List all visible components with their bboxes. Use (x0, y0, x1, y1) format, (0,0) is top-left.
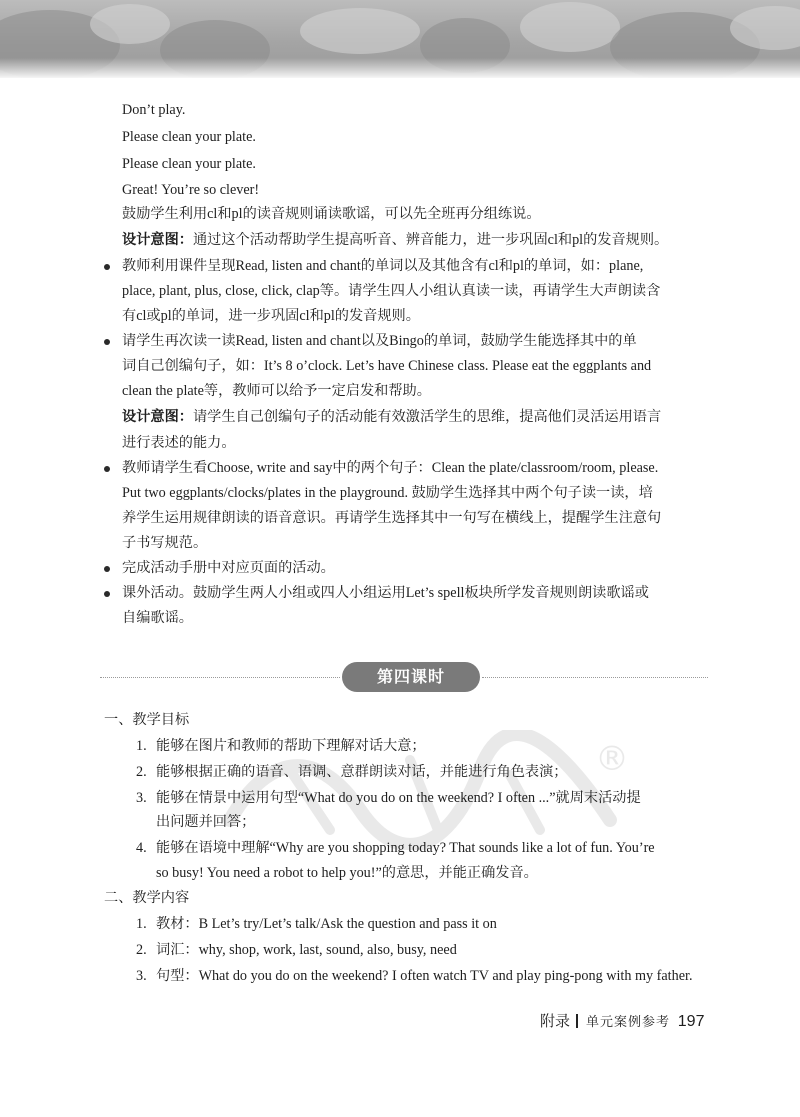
divider-left (100, 677, 340, 678)
design-intent-1 (122, 231, 668, 249)
objective-text: 能够在语境中理解“Why are you shopping today? That sounds like a lot of fun. You’re (156, 840, 655, 856)
design-intent-label: 设计意图： (122, 409, 193, 425)
section-heading: 一、教学目标 (104, 712, 190, 728)
objective-text: so busy! You need a robot to help you!”的意思，并能正确发音。 (156, 865, 538, 881)
footer-section: 单元案例参考 (586, 1015, 671, 1030)
footer-appendix: 附录 (540, 1014, 571, 1030)
bullet-dot (104, 591, 110, 597)
content-text: 句型：What do you do on the weekend? I often watch TV and play ping-pong with my father. (156, 968, 693, 984)
bullet-1-line: place, plant, plus, close, click, clap等。请学生四人小组认真读一读，再请学生大声朗读含 (122, 283, 661, 299)
bullet-1-line: 教师利用课件呈现Read, listen and chant的单词以及其他含有cl和pl的单词，如：plane, (122, 258, 644, 274)
bullet-2-line: clean the plate等，教师可以给予一定启发和帮助。 (122, 383, 431, 399)
objective-number: 3. (136, 790, 147, 806)
bullet-1-line: 有cl或pl的单词，进一步巩固cl和pl的发音规则。 (122, 308, 420, 324)
objective-number: 4. (136, 840, 147, 856)
objective-number: 2. (136, 764, 147, 780)
bullet-3-line: 养学生运用规律朗读的语音意识。再请学生选择其中一句写在横线上，提醒学生注意句 (122, 510, 662, 526)
lesson-title-badge: 第四课时 (342, 662, 480, 692)
bullet-dot (104, 566, 110, 572)
page-number: 197 (677, 1013, 705, 1030)
bullet-5-line: 课外活动。鼓励学生两人小组或四人小组运用Let’s spell板块所学发音规则朗读歌谣或 (122, 585, 649, 601)
bullet-3-line: Put two eggplants/clocks/plates in the playground. 鼓励学生选择其中两个句子读一读，培 (122, 485, 653, 501)
bullet-dot (104, 466, 110, 472)
chant-line: Great! You’re so clever! (122, 182, 260, 198)
bullet-5-line: 自编歌谣。 (122, 610, 193, 626)
objective-text: 能够根据正确的语音、语调、意群朗读对话，并能进行角色表演； (156, 764, 568, 780)
content-text: 教材：B Let’s try/Let’s talk/Ask the question and pass it on (156, 916, 497, 932)
header-fade (0, 58, 800, 80)
content-number: 3. (136, 968, 147, 984)
bullet-dot (104, 339, 110, 345)
bullet-4-line: 完成活动手册中对应页面的活动。 (122, 560, 335, 576)
objective-number: 1. (136, 738, 147, 754)
registered-mark: ® (595, 739, 629, 779)
objective-text: 出问题并回答； (156, 814, 256, 830)
objective-text: 能够在图片和教师的帮助下理解对话大意； (156, 738, 426, 754)
design-intent-text: 请学生自己创编句子的活动能有效激活学生的思维，提高他们灵活运用语言 (192, 409, 662, 425)
content-text: 词汇：why, shop, work, last, sound, also, busy, need (156, 942, 457, 958)
chant-line: Please clean your plate. (122, 129, 256, 145)
chant-line: Don’t play. (122, 102, 186, 118)
design-intent-2 (122, 408, 661, 426)
objective-text: 能够在情景中运用句型“What do you do on the weekend? I often ...”就周末活动提 (156, 790, 641, 806)
bullet-3-line: 子书写规范。 (122, 535, 208, 551)
encourage-line: 鼓励学生利用cl和pl的读音规则诵读歌谣，可以先全班再分组练说。 (122, 206, 541, 222)
footer-separator (576, 1014, 578, 1028)
bullet-dot (104, 264, 110, 270)
content-number: 1. (136, 916, 147, 932)
bullet-3-line: 教师请学生看Choose, write and say中的两个句子：Clean the plate/classroom/room, please. (122, 460, 659, 476)
content-number: 2. (136, 942, 147, 958)
chant-line: Please clean your plate. (122, 156, 256, 172)
bullet-2-line: 词自己创编句子，如：It’s 8 o’clock. Let’s have Chinese class. Please eat the eggplants and (122, 358, 652, 374)
design-intent-label: 设计意图： (122, 232, 193, 248)
divider-right (482, 677, 708, 678)
bullet-2-line: 请学生再次读一读Read, listen and chant以及Bingo的单词，鼓励学生能选择其中的单 (122, 333, 637, 349)
design-intent-text: 通过这个活动帮助学生提高听音、辨音能力，进一步巩固cl和pl的发音规则。 (192, 232, 669, 248)
section-heading: 二、教学内容 (104, 890, 190, 906)
page-footer (540, 1010, 704, 1031)
design-intent-2-cont: 进行表述的能力。 (122, 435, 236, 451)
